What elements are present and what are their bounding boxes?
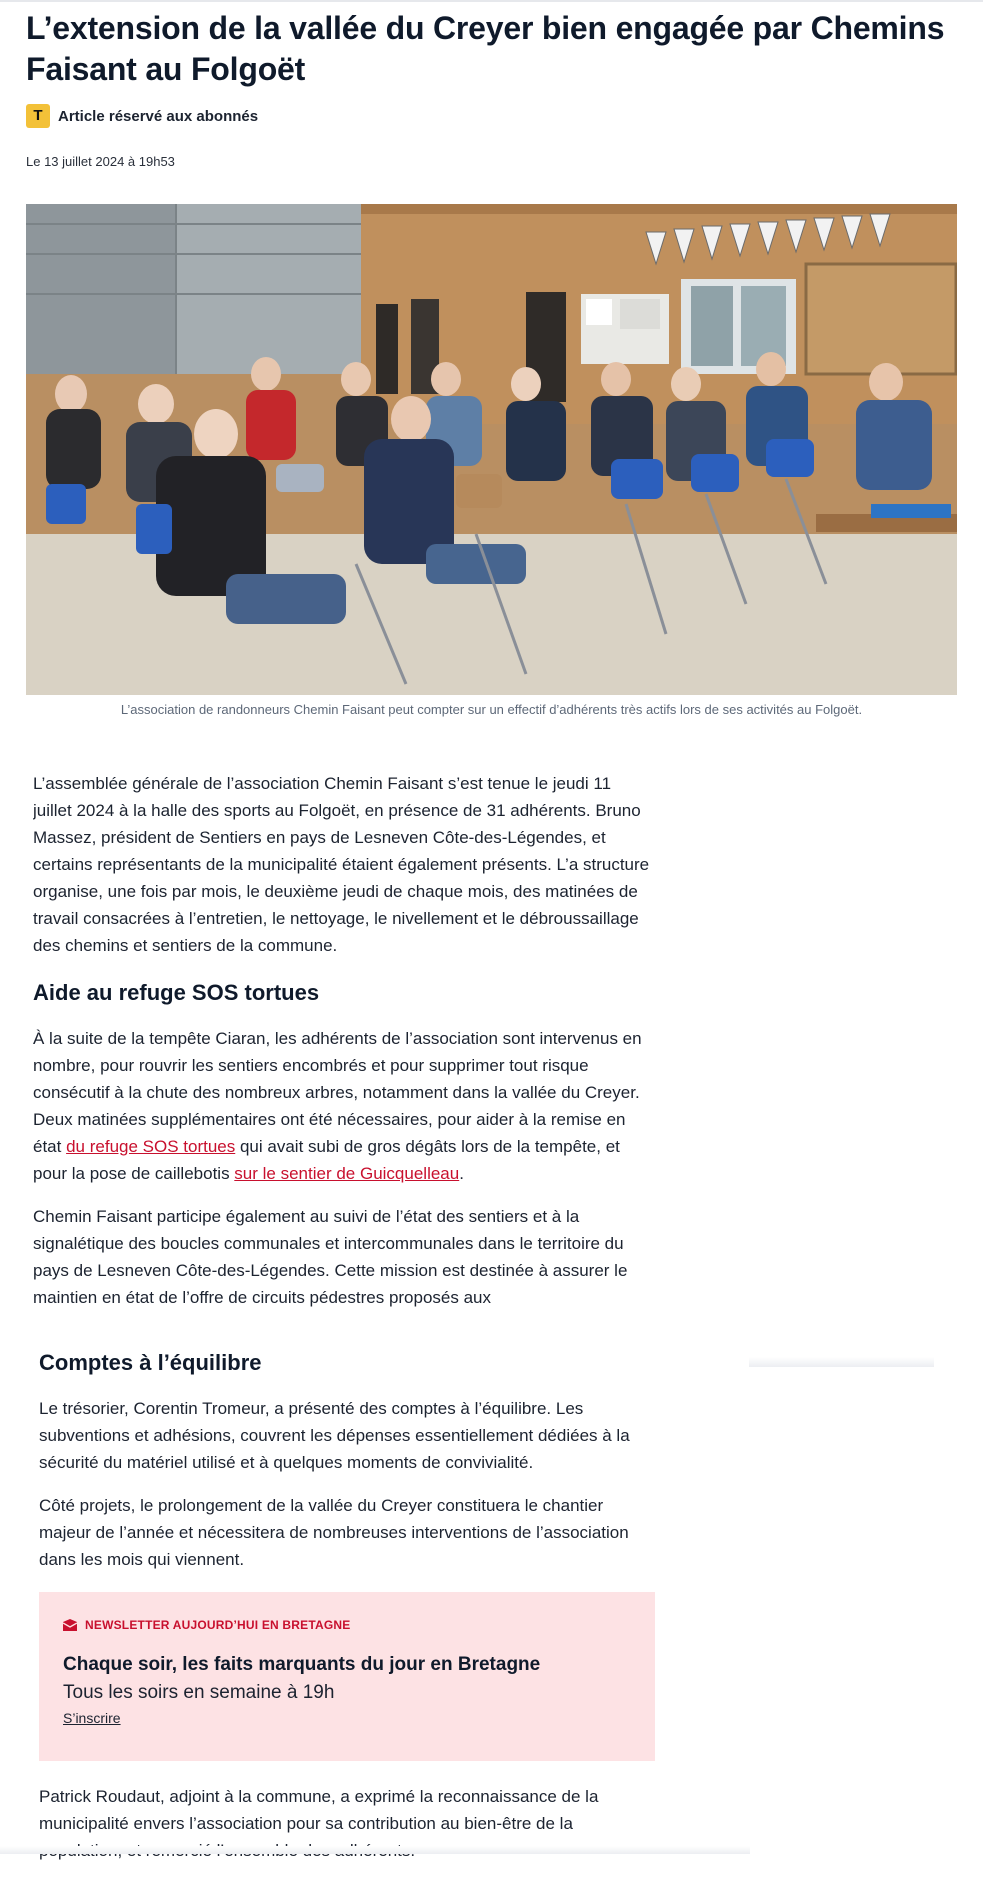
article-body-top xyxy=(33,770,653,1330)
section-heading-comptes: Comptes à l’équilibre xyxy=(39,1350,262,1375)
article-body-end xyxy=(39,1783,659,1880)
link-sentier-guicquelleau[interactable]: sur le sentier de Guicquelleau xyxy=(234,1164,460,1183)
newsletter-signup-link[interactable]: S’inscrire xyxy=(63,1710,121,1726)
newsletter-box xyxy=(39,1592,655,1761)
newsletter-title: Chaque soir, les faits marquants du jour en Bretagne xyxy=(63,1654,541,1675)
paragraph-tresorier: Le trésorier, Corentin Tromeur, a présenté des comptes à l’équilibre. Les subventions et adhésions, couvrent les dépenses essentiellement dédiées à la sécurité du matériel utilisé et à quelques moments de convivialité. xyxy=(39,1399,630,1472)
article-photo[interactable] xyxy=(26,204,957,695)
sidebar-divider xyxy=(749,1357,934,1367)
paragraph-projets: Côté projets, le prolongement de la vallée du Creyer constituera le chantier majeur de l’année et nécessitera de nombreuses interventions de l’association dans les mois qui viennent. xyxy=(39,1496,629,1569)
paragraph-signaletique: Chemin Faisant participe également au suivi de l’état des sentiers et à la signalétique des boucles communales et intercommunales dans le territoire du pays de Lesneven Côte-des-Légendes. Cette mission est destinée à assurer le maintien en état de l’offre de circuits pédestres proposés aux xyxy=(33,1207,628,1307)
paragraph-adjoint: Patrick Roudaut, adjoint à la commune, a exprimé la reconnaissance de la municipalité envers l’association pour sa contribution au bien-être de la xyxy=(39,1787,599,1833)
envelope-icon xyxy=(63,1619,77,1631)
bottom-divider xyxy=(0,1846,750,1854)
photo-caption: L’association de randonneurs Chemin Faisant peut compter sur un effectif d’adhérents très actifs lors de ses activités au Folgoët. xyxy=(120,702,863,717)
section-heading-sos-tortues: Aide au refuge SOS tortues xyxy=(33,980,320,1005)
photo-illustration xyxy=(26,204,957,695)
premium-label: Article réservé aux abonnés xyxy=(58,107,259,125)
link-refuge-sos-tortues[interactable]: du refuge SOS tortues xyxy=(66,1137,236,1156)
newsletter-header xyxy=(63,1618,631,1632)
text-fragment: . xyxy=(459,1164,464,1183)
lead-paragraph: L’assemblée générale de l’association Chemin Faisant s’est tenue le jeudi 11 juillet 2024 à la halle des sports au Folgoët, en présence de 31 adhérents. Bruno Massez, président de Sentiers en pays de Lesneven Côte-des-Légendes, et certains représentants de la municipalité étaient également présents. L’a structure organise, une fois par mois, le deuxième jeudi de chaque mois, des matinées de travail consacrées à l’entretien, le nettoyage, le nivellement et le débroussaillage des chemins et sentiers de la commune. xyxy=(33,774,650,955)
premium-indicator xyxy=(26,104,258,128)
text-fragment: À la suite de la tempête Ciaran, les adhérents de l’association sont intervenus en nombre, pour rouvrir les sentiers encombrés et pour supprimer tout risque consécutif à la chute des nombreux arbres, notamment dans la vallée du Creyer. Deux matinées supplémentaires ont été nécessaires, pour aider à la remise en état xyxy=(33,1029,642,1156)
premium-badge-icon: T xyxy=(26,104,50,128)
newsletter-label: NEWSLETTER AUJOURD’HUI EN BRETAGNE xyxy=(85,1618,351,1632)
newsletter-subtitle: Tous les soirs en semaine à 19h xyxy=(63,1682,335,1703)
publish-date: Le 13 juillet 2024 à 19h53 xyxy=(26,154,175,169)
text-fragment: qui avait subi de gros dégâts lors de la tempête, et pour la pose de caillebotis xyxy=(33,1137,620,1183)
top-divider xyxy=(0,0,983,2)
paragraph-tempete xyxy=(33,1025,653,1187)
article-title: L’extension de la vallée du Creyer bien engagée par Chemins Faisant au Folgoët xyxy=(26,10,945,87)
article-body-bottom xyxy=(39,1349,659,1589)
